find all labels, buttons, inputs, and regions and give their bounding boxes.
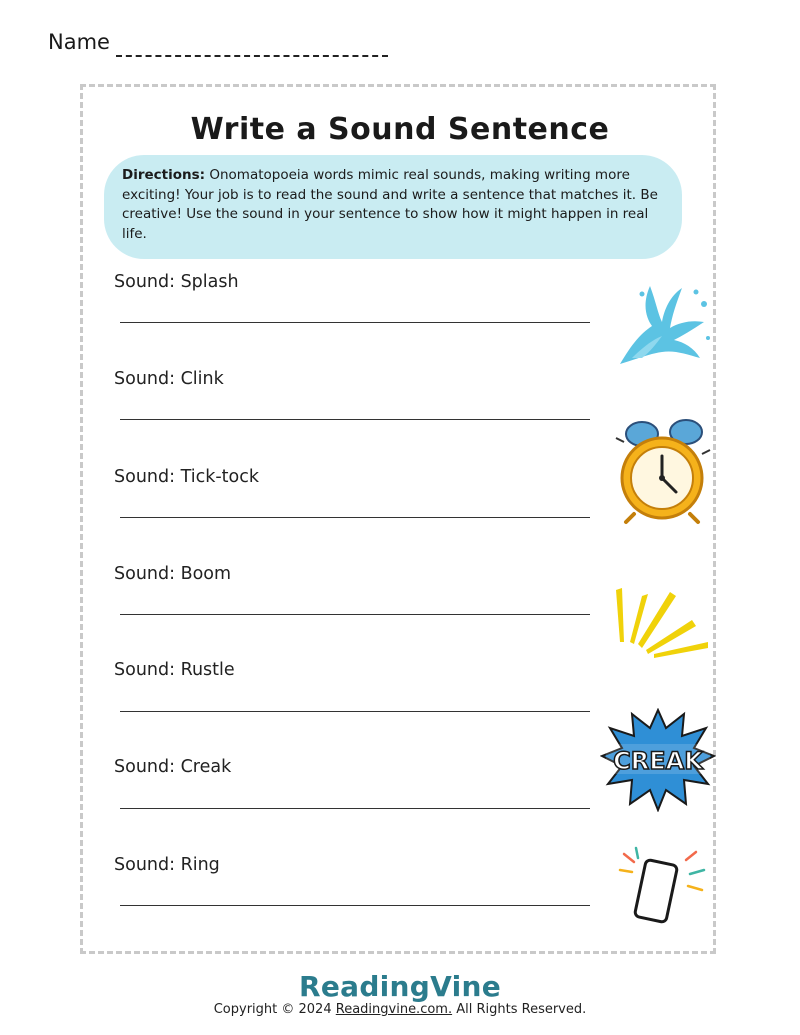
- site-link[interactable]: Readingvine.com.: [335, 1002, 453, 1017]
- answer-line-ring[interactable]: [120, 905, 590, 906]
- readingvine-logo: ReadingVine: [298, 970, 502, 1003]
- name-input-line[interactable]: [116, 55, 388, 57]
- sound-label-clink: Sound: Clink: [114, 369, 224, 389]
- answer-line-tick-tock[interactable]: [120, 517, 590, 518]
- directions-text: Onomatopoeia words mimic real sounds, making writing more exciting! Your job is to read the sound and write a sentence that matches it. Be creative! Use the sound in your sentence to show how it might happen in real life.: [122, 167, 658, 242]
- answer-line-clink[interactable]: [120, 419, 590, 420]
- answer-line-boom[interactable]: [120, 614, 590, 615]
- worksheet-title: Write a Sound Sentence: [190, 112, 610, 147]
- boom-burst-icon: [612, 586, 712, 660]
- name-label: Name: [48, 30, 110, 54]
- sound-label-splash: Sound: Splash: [114, 272, 239, 292]
- sound-label-rustle: Sound: Rustle: [114, 660, 235, 680]
- copyright-prefix: Copyright © 2024: [213, 1002, 332, 1017]
- sound-label-tick-tock: Sound: Tick-tock: [114, 467, 259, 487]
- alarm-clock-icon: [612, 410, 716, 526]
- creak-burst-text: CREAK: [613, 747, 703, 775]
- directions-label: Directions:: [122, 167, 206, 183]
- copyright-suffix: All Rights Reserved.: [456, 1002, 587, 1017]
- copyright-line: [0, 1002, 800, 1017]
- creak-comic-burst-icon: [600, 708, 716, 812]
- ringing-phone-icon: [616, 846, 712, 926]
- answer-line-rustle[interactable]: [120, 711, 590, 712]
- water-splash-icon: [612, 274, 712, 370]
- sound-label-creak: Sound: Creak: [114, 757, 232, 777]
- answer-line-creak[interactable]: [120, 808, 590, 809]
- answer-line-splash[interactable]: [120, 322, 590, 323]
- sound-label-ring: Sound: Ring: [114, 855, 220, 875]
- directions-box: [104, 155, 682, 259]
- sound-label-boom: Sound: Boom: [114, 564, 232, 584]
